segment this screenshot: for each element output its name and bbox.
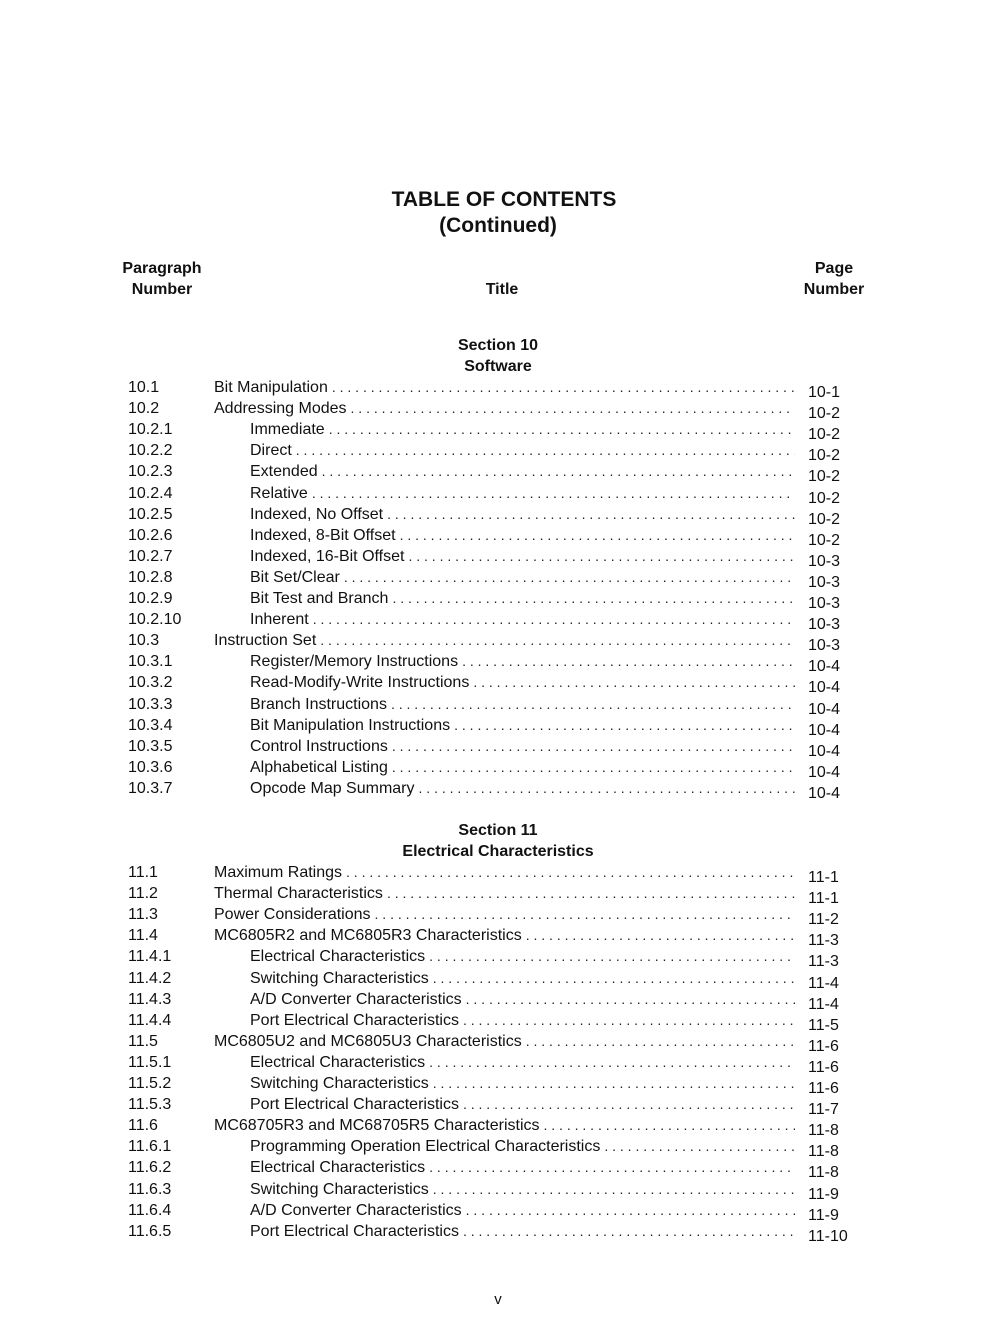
- dot-leader: [387, 504, 795, 525]
- column-header-page: Page Number: [803, 260, 865, 298]
- dot-leader: [433, 968, 795, 989]
- toc-entry: [0, 1052, 1008, 1076]
- entry-title: Maximum Ratings: [214, 864, 343, 881]
- page-number: 10-3: [808, 616, 841, 634]
- page-number: 11-8: [808, 1143, 839, 1161]
- paragraph-number: 10.2.3: [128, 463, 173, 481]
- dot-leader: [463, 1221, 795, 1242]
- page-number: 11-4: [808, 995, 839, 1013]
- entry-title: Indexed, 16-Bit Offset: [250, 547, 405, 565]
- entry-title-leader: [250, 989, 795, 1010]
- section-name: Electrical Characteristics: [402, 843, 594, 860]
- page-number: 10-3: [808, 595, 841, 612]
- entry-title-leader: [250, 1136, 795, 1157]
- entry-title: MC68705R3 and MC68705R5 Characteristics: [214, 1117, 540, 1135]
- toc-entry: [0, 483, 1008, 507]
- toc-entry: [0, 989, 1008, 1013]
- entry-title: Switching Characteristics: [250, 969, 429, 987]
- dot-leader: [433, 1179, 795, 1200]
- page-number: 10-2: [808, 531, 841, 549]
- dot-leader: [351, 398, 795, 419]
- page-number: 11-3: [808, 932, 839, 950]
- entry-title-leader: [250, 504, 795, 525]
- toc-entry: [0, 567, 1008, 591]
- toc-entry: [0, 1031, 1008, 1055]
- dot-leader: [392, 757, 795, 778]
- toc-entry: [0, 1010, 1008, 1034]
- entry-title-leader: [214, 862, 795, 883]
- entry-title-leader: [250, 1094, 795, 1115]
- toc-entry: [0, 630, 1008, 655]
- dot-leader: [313, 609, 795, 630]
- dot-leader: [322, 461, 795, 482]
- entry-title-leader: [214, 904, 795, 925]
- entry-title-leader: [250, 1179, 795, 1200]
- section-number: Section 11: [458, 822, 538, 839]
- page-number: 10-3: [808, 552, 841, 570]
- paragraph-number: 10.2.2: [128, 442, 173, 460]
- dot-leader: [408, 546, 795, 567]
- page-number: 10-2: [808, 405, 841, 423]
- page-number: 10-2: [808, 447, 841, 465]
- page-number: 10-4: [808, 721, 841, 739]
- paragraph-number: 10.1: [128, 379, 160, 396]
- page-folio: v: [494, 1291, 502, 1308]
- entry-title-leader: [250, 715, 795, 736]
- page-number: 11-8: [808, 1164, 839, 1182]
- entry-title: Immediate: [250, 421, 325, 439]
- paragraph-number: 11.5.1: [128, 1053, 172, 1071]
- paragraph-number: 10.2.6: [128, 526, 173, 544]
- entry-title-leader: [250, 694, 795, 715]
- dot-leader: [392, 736, 795, 757]
- entry-title-leader: [214, 883, 795, 904]
- toc-entry: [0, 757, 1008, 781]
- toc-entry: [0, 715, 1008, 739]
- entry-title-leader: [214, 377, 795, 398]
- page-number: 10-4: [808, 784, 841, 802]
- page-number: 10-4: [808, 742, 841, 760]
- page-number: 10-4: [808, 700, 841, 718]
- dot-leader: [462, 651, 795, 672]
- page-number: 11-8: [808, 1122, 839, 1140]
- page-number: 11-4: [808, 974, 839, 992]
- page-number: 10-3: [808, 637, 841, 655]
- page-number: 10-4: [808, 658, 841, 676]
- dot-leader: [332, 377, 795, 398]
- page-number: 11-6: [808, 1058, 839, 1076]
- dot-leader: [344, 567, 795, 588]
- entry-title: Switching Characteristics: [250, 1180, 429, 1198]
- entry-title: Port Electrical Characteristics: [250, 1096, 459, 1114]
- entry-title: A/D Converter Characteristics: [250, 1201, 462, 1219]
- dot-leader: [375, 904, 795, 925]
- paragraph-number: 11.6.3: [128, 1180, 172, 1198]
- page-number: 10-3: [808, 573, 841, 591]
- entry-title: Direct: [250, 442, 292, 460]
- dot-leader: [463, 1010, 795, 1031]
- page-number: 10-2: [808, 468, 841, 486]
- dot-leader: [544, 1115, 796, 1136]
- paragraph-number: 11.6.5: [128, 1222, 172, 1240]
- paragraph-number: 10.2.4: [128, 484, 173, 502]
- paragraph-number: 11.5.3: [128, 1096, 172, 1114]
- page-number: 11-9: [808, 1206, 839, 1224]
- entry-title: Bit Test and Branch: [250, 590, 389, 607]
- toc-entry: [0, 546, 1008, 570]
- entry-title-leader: [250, 483, 795, 504]
- toc-entry: [0, 778, 1008, 802]
- toc-entry: [0, 525, 1008, 549]
- entry-title-leader: [250, 736, 795, 757]
- paragraph-number: 11.4: [128, 927, 158, 945]
- entry-title: A/D Converter Characteristics: [250, 990, 462, 1008]
- entry-title: Branch Instructions: [250, 695, 387, 713]
- entry-title-leader: [250, 757, 795, 778]
- dot-leader: [429, 1052, 795, 1073]
- entry-title-leader: [214, 630, 795, 651]
- dot-leader: [463, 1094, 795, 1115]
- toc-entry: [0, 1157, 1008, 1182]
- section-number: Section 10: [457, 337, 539, 354]
- paragraph-number: 10.3.5: [128, 737, 173, 755]
- page-subtitle: (Continued): [439, 214, 557, 237]
- toc-entry: [0, 672, 1008, 697]
- page-number: 11-6: [808, 1080, 839, 1097]
- entry-title: Switching Characteristics: [250, 1075, 429, 1092]
- dot-leader: [454, 715, 795, 736]
- dot-leader: [419, 778, 795, 799]
- dot-leader: [466, 1200, 795, 1221]
- entry-title-leader: [214, 398, 795, 419]
- paragraph-number: 11.6.1: [128, 1138, 172, 1156]
- entry-title: Control Instructions: [250, 737, 388, 755]
- entry-title-leader: [250, 609, 795, 630]
- page-number: 10-2: [808, 489, 841, 507]
- paragraph-number: 11.5.2: [128, 1075, 172, 1092]
- entry-title-leader: [250, 946, 795, 967]
- paragraph-number: 11.5: [128, 1032, 158, 1050]
- page-number: 11-3: [808, 953, 839, 971]
- entry-title: Electrical Characteristics: [250, 1053, 426, 1071]
- paragraph-number: 11.6.4: [128, 1201, 172, 1219]
- dot-leader: [329, 419, 795, 440]
- section-heading: [0, 820, 1002, 862]
- entry-title: Bit Manipulation Instructions: [250, 716, 451, 734]
- toc-entry: [0, 1073, 1008, 1097]
- paragraph-number: 10.3.1: [128, 653, 173, 671]
- toc-entry: [0, 419, 1008, 444]
- dot-leader: [296, 440, 795, 461]
- entry-title-leader: [250, 1052, 795, 1073]
- entry-title-leader: [250, 651, 795, 672]
- entry-title-leader: [250, 419, 795, 440]
- entry-title: Read-Modify-Write Instructions: [250, 674, 470, 692]
- entry-title: Port Electrical Characteristics: [250, 1011, 459, 1029]
- paragraph-number: 11.6: [128, 1117, 158, 1135]
- page-title: TABLE OF CONTENTS: [391, 188, 617, 211]
- entry-title: Indexed, 8-Bit Offset: [250, 526, 396, 544]
- toc-entry: [0, 440, 1008, 465]
- paragraph-number: 11.3: [128, 906, 158, 924]
- dot-leader: [320, 630, 795, 651]
- entry-title-leader: [214, 1115, 795, 1136]
- dot-leader: [433, 1073, 795, 1094]
- page-number: 10-2: [808, 426, 841, 444]
- entry-title-leader: [250, 525, 795, 546]
- page-number: 11-1: [808, 869, 839, 886]
- page-number: 10-4: [808, 763, 841, 781]
- dot-leader: [526, 1031, 795, 1052]
- entry-title: Alphabetical Listing: [250, 758, 388, 776]
- entry-title-leader: [250, 1157, 795, 1178]
- paragraph-number: 11.6.2: [128, 1159, 172, 1177]
- dot-leader: [604, 1136, 795, 1157]
- entry-title-leader: [250, 1221, 795, 1242]
- paragraph-number: 10.2.7: [128, 547, 173, 565]
- toc-entry: [0, 1094, 1008, 1119]
- toc-entry: [0, 609, 1008, 634]
- entry-title-leader: [250, 546, 795, 567]
- column-header-paragraph: Paragraph Number: [122, 260, 202, 298]
- toc-entry: [0, 925, 1008, 950]
- entry-title: Power Considerations: [214, 906, 371, 924]
- paragraph-number: 11.4.3: [128, 990, 172, 1008]
- dot-leader: [346, 862, 795, 883]
- toc-entry: [0, 736, 1008, 760]
- entry-title-leader: [250, 588, 795, 609]
- dot-leader: [429, 946, 795, 967]
- entry-title-leader: [250, 461, 795, 482]
- paragraph-number: 10.2.1: [128, 421, 173, 439]
- dot-leader: [429, 1157, 795, 1178]
- paragraph-number: 11.4.2: [128, 969, 172, 987]
- entry-title-leader: [250, 968, 795, 989]
- entry-title: Relative: [250, 484, 308, 502]
- dot-leader: [312, 483, 795, 504]
- page-number: 10-4: [808, 679, 841, 697]
- dot-leader: [392, 588, 795, 609]
- paragraph-number: 11.4.4: [128, 1011, 172, 1029]
- entry-title-leader: [250, 567, 795, 588]
- page-number: 10-1: [808, 384, 841, 401]
- paragraph-number: 10.2.8: [128, 568, 173, 586]
- page-number: 11-10: [808, 1227, 848, 1245]
- paragraph-number: 11.4.1: [128, 948, 172, 966]
- entry-title-leader: [250, 440, 795, 461]
- entry-title: Opcode Map Summary: [250, 779, 415, 797]
- entry-title: Inherent: [250, 611, 309, 629]
- toc-entry: [0, 1115, 1008, 1140]
- toc-entry: [0, 588, 1008, 612]
- paragraph-number: 10.3.4: [128, 716, 173, 734]
- entry-title-leader: [250, 1010, 795, 1031]
- toc-entry: [0, 946, 1008, 971]
- entry-title: Programming Operation Electrical Characteristics: [250, 1138, 601, 1156]
- toc-entry: [0, 377, 1008, 401]
- entry-title: Extended: [250, 463, 318, 481]
- toc-entry: [0, 504, 1008, 528]
- entry-title-leader: [250, 672, 795, 693]
- dot-leader: [466, 989, 795, 1010]
- page-number: 11-2: [808, 911, 839, 929]
- section-heading: [0, 335, 1002, 377]
- paragraph-number: 10.2.9: [128, 590, 173, 607]
- entry-title: MC6805U2 and MC6805U3 Characteristics: [214, 1032, 522, 1050]
- toc-entry: [0, 862, 1008, 886]
- page-number: 11-9: [808, 1185, 839, 1203]
- toc-entry: [0, 694, 1008, 718]
- toc-entry: [0, 651, 1008, 676]
- paragraph-number: 10.3.6: [128, 758, 173, 776]
- paragraph-number: 11.2: [128, 885, 158, 903]
- entry-title: Electrical Characteristics: [250, 1159, 426, 1177]
- paragraph-number: 10.2: [128, 400, 160, 418]
- entry-title-leader: [250, 778, 795, 799]
- page-number: 11-5: [808, 1016, 839, 1034]
- dot-leader: [526, 925, 795, 946]
- entry-title-leader: [214, 925, 795, 946]
- entry-title: Addressing Modes: [214, 400, 347, 418]
- section-name: Software: [464, 358, 532, 375]
- paragraph-number: 10.2.5: [128, 505, 173, 523]
- toc-entry: [0, 1179, 1008, 1203]
- entry-title: Port Electrical Characteristics: [250, 1222, 459, 1240]
- paragraph-number: 10.3: [128, 632, 160, 650]
- dot-leader: [400, 525, 795, 546]
- entry-title: Register/Memory Instructions: [250, 653, 459, 671]
- paragraph-number: 10.3.3: [128, 695, 173, 713]
- entry-title: Bit Set/Clear: [250, 568, 340, 586]
- paragraph-number: 10.3.2: [128, 674, 173, 692]
- entry-title-leader: [214, 1031, 795, 1052]
- column-header-title: Title: [485, 281, 519, 298]
- toc-entry: [0, 968, 1008, 992]
- dot-leader: [387, 883, 795, 904]
- dot-leader: [473, 672, 795, 693]
- entry-title: MC6805R2 and MC6805R3 Characteristics: [214, 927, 522, 945]
- toc-entry: [0, 398, 1008, 423]
- toc-entry: [0, 904, 1008, 929]
- entry-title: Electrical Characteristics: [250, 948, 426, 966]
- entry-title-leader: [250, 1200, 795, 1221]
- paragraph-number: 10.2.10: [128, 611, 182, 629]
- entry-title: Bit Manipulation: [214, 379, 328, 396]
- page-number: 11-6: [808, 1037, 839, 1055]
- entry-title: Instruction Set: [214, 632, 317, 650]
- toc-entry: [0, 1136, 1008, 1161]
- toc-entry: [0, 1221, 1008, 1245]
- page-number: 10-2: [808, 510, 841, 528]
- toc-entry: [0, 461, 1008, 486]
- dot-leader: [391, 694, 795, 715]
- page-number: 11-7: [808, 1101, 839, 1119]
- page-number: 11-1: [808, 890, 839, 908]
- entry-title: Thermal Characteristics: [214, 885, 383, 903]
- toc-entry: [0, 1200, 1008, 1224]
- paragraph-number: 11.1: [128, 864, 158, 881]
- paragraph-number: 10.3.7: [128, 779, 173, 797]
- entry-title-leader: [250, 1073, 795, 1094]
- toc-entry: [0, 883, 1008, 908]
- entry-title: Indexed, No Offset: [250, 505, 384, 523]
